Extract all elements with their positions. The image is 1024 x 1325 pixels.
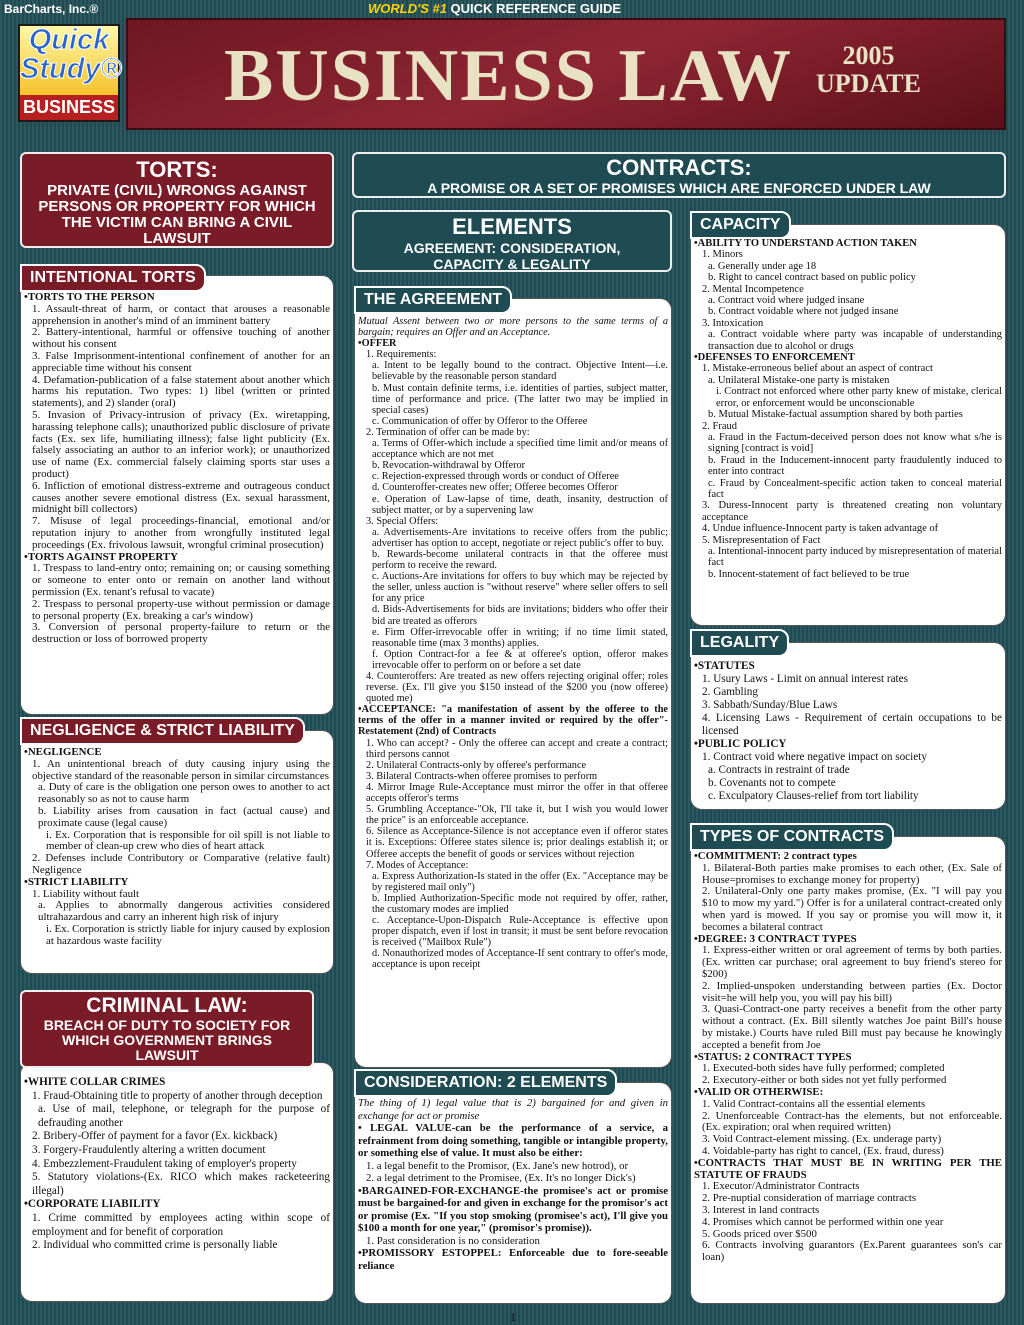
- agreement-line: b. Revocation-withdrawal by Offeror: [372, 460, 526, 472]
- agreement-line: d. Bids-Advertisements for bids are invitations; bidders who offer their bid are treated as offerors: [372, 604, 668, 627]
- logo-badge: BUSINESS: [20, 95, 118, 120]
- intentional-torts-text: [24, 292, 330, 712]
- legality-line: b. Covenants not to compete: [708, 777, 836, 789]
- page-number: 1: [510, 1310, 516, 1324]
- agreement-line: d. Nonauthorized modes of Acceptance-If sent contrary to offer's mode, acceptance is upon receipt: [372, 948, 668, 971]
- capacity-line: b. Fraud in the Inducement-innocent party fraudulently induced to enter into contract: [708, 454, 1002, 478]
- agreement-line: c. Auctions-Are invitations for offers to buy which may be rejected by the seller, unless auction is "without reserve" where seller offers to sell for any price: [372, 571, 668, 605]
- consideration-line: 1. Past consideration is no consideration: [366, 1234, 540, 1247]
- types-line: 2. Executory-either or both sides not yet fully performed: [702, 1074, 947, 1087]
- types-line: 3. Interest in land contracts: [702, 1203, 820, 1216]
- page-title: BUSINESS LAW: [224, 35, 793, 117]
- contracts-header: [352, 152, 1006, 198]
- capacity-tab: CAPACITY: [690, 211, 791, 239]
- update-word: UPDATE: [816, 69, 921, 98]
- intentional-torts-tab: INTENTIONAL TORTS: [20, 264, 206, 292]
- consideration-line: • LEGAL VALUE-can be the performance of a service, a refrainment from doing something, tangible or intangible property, or something else of value. It must also be either:: [358, 1122, 668, 1159]
- capacity-line: 2. Mental Incompetence: [702, 283, 804, 295]
- legality-line: 4. Licensing Laws - Requirement of certain occupations to be licensed: [702, 712, 1002, 737]
- types-line: 2. Unenforceable Contract-has the elements, but not enforceable. (Ex. expiration; oral when required written): [702, 1109, 1002, 1134]
- intentional-line: 2. Battery-intentional, harmful or offensive touching of another without his consent: [32, 326, 330, 351]
- types-line: 1. Valid Contract-contains all the essential elements: [702, 1097, 926, 1110]
- negligence-line: a. Applies to abnormally dangerous activities considered ultrahazardous and carry an inherent high risk of injury: [38, 899, 330, 924]
- types-line: 5. Goods priced over $500: [702, 1227, 817, 1240]
- agreement-line: a. Express Authorization-Is stated in the offer (Ex. "Acceptance may be by registered mail only"): [372, 870, 668, 893]
- capacity-line: i. Contract not enforced where other party knew of mistake, clerical error, or enforcement would be unconscionable: [716, 386, 1002, 409]
- types-line: 2. Unilateral-Only one party makes promise, (Ex. "I will pay you $10 to mow my yard.") Offer is for a unilateral contract-created only when yard is mowed. If you say or promise you will mow it, it becomes a bilateral contract: [702, 885, 1002, 933]
- types-line: 1. Express-either written or oral agreement of terms by both parties. (Ex. written car purchase; oral agreement to buy friend's stereo for $200): [702, 944, 1002, 980]
- negligence-line: i. Ex. Corporation is strictly liable for injury caused by explosion at hazardous waste facility: [46, 922, 330, 947]
- legality-line: •STATUTES: [694, 660, 755, 672]
- agreement-line: d. Counteroffer-creates new offer; Offeree becomes Offeror: [372, 482, 618, 494]
- capacity-line: b. Right to cancel contract based on public policy: [708, 272, 916, 284]
- consideration-line: •BARGAINED-FOR-EXCHANGE-the promisee's act or promise must be bargained-for and given in exchange for the promisor's act or promise (Ex. "If you stop smoking (promisee's act), I'll give you $100 a month for one year," (promisor's promise)).: [358, 1184, 668, 1234]
- types-line: 3. Quasi-Contract-one party receives a benefit from the other party without a contract. (Ex. Bill silently watches Joe paint Bill's house by mistake.) Courts have ruled Bill must pay because he knowingly accepted a benefit from Joe: [702, 1003, 1002, 1051]
- agreement-line: 4. Mirror Image Rule-Acceptance must mirror the offer in that offeree accepts offeror's terms: [366, 781, 668, 805]
- intentional-line: 1. Assault-threat of harm, or contact that arouses a reasonable apprehension in another's mind of an imminent battery: [32, 302, 330, 327]
- types-line: 3. Void Contract-element missing. (Ex. underage party): [702, 1133, 942, 1146]
- legality-line: c. Exculpatory Clauses-relief from tort liability: [708, 790, 919, 802]
- intentional-line: 1. Trespass to land-entry onto; remaining on; or causing something or someone to enter onto or remain on another land without permission (Ex. tenant's refusal to vacate): [32, 562, 330, 598]
- consideration-line: 2. a legal detriment to the Promisee, (Ex. It's no longer Dick's): [366, 1172, 636, 1184]
- types-line: •COMMITMENT: 2 contract types: [694, 850, 857, 862]
- agreement-line: b. Rewards-become unilateral contracts in that the offeree must perform to receive the reward.: [372, 548, 668, 572]
- negligence-text: [24, 747, 330, 972]
- criminal-line: 2. Individual who committed crime is personally liable: [32, 1239, 278, 1252]
- intentional-line: 3. Conversion of personal property-failure to return or the destruction or loss of borrowed property: [32, 621, 330, 646]
- negligence-line: a. Duty of care is the obligation one person owes to another to act reasonably so as not to cause harm: [38, 781, 330, 806]
- capacity-line: 3. Intoxication: [702, 317, 764, 329]
- contracts-title: CONTRACTS:: [606, 155, 752, 180]
- capacity-line: 5. Misrepresentation of Fact: [702, 534, 821, 546]
- agreement-line: a. Intent to be legally bound to the contract. Objective Intent—i.e. believable by the reasonable person standard: [372, 360, 668, 383]
- capacity-line: a. Contract voidable where party was incapable of understanding transaction due to alcohol or drugs: [708, 329, 1002, 352]
- legality-line: 1. Contract void where negative impact on society: [702, 751, 927, 763]
- agreement-line: f. Option Contract-for a fee & at offeree's option, offeror makes irrevocable offer to perform on or before a set date: [372, 648, 668, 671]
- capacity-line: 1. Minors: [702, 249, 743, 261]
- capacity-line: a. Fraud in the Factum-deceived person does not know what s/he is signing [contract is void]: [708, 431, 1002, 455]
- legality-line: a. Contracts in restraint of trade: [708, 764, 850, 776]
- legality-line: •PUBLIC POLICY: [694, 738, 787, 750]
- consideration-tab: CONSIDERATION: 2 ELEMENTS: [354, 1069, 617, 1097]
- capacity-line: b. Contract voidable where not judged insane: [708, 306, 899, 318]
- criminal-law-text: [24, 1076, 330, 1300]
- criminal-line: a. Use of mail, telephone, or telegraph for the purpose of defrauding another: [38, 1103, 330, 1129]
- capacity-line: a. Unilateral Mistake-one party is mistaken: [708, 374, 890, 386]
- types-line: 6. Contracts involving guarantors (Ex.Parent guarantees son's car loan): [702, 1239, 1002, 1264]
- criminal-line: 5. Statutory violations-(Ex. RICO which makes racketeering illegal): [32, 1171, 330, 1197]
- criminal-law-header: [20, 990, 314, 1068]
- capacity-line: a. Contract void where judged insane: [708, 295, 865, 307]
- agreement-tab: THE AGREEMENT: [354, 286, 512, 314]
- capacity-line: 1. Mistake-erroneous belief about an aspect of contract: [702, 363, 933, 375]
- agreement-line: 2. Termination of offer can be made by:: [366, 426, 530, 438]
- capacity-text: [694, 238, 1002, 623]
- types-line: 4. Promises which cannot be performed within one year: [702, 1215, 944, 1228]
- agreement-line: 6. Silence as Acceptance-Silence is not acceptance even if offeror states it is. Exceptions: Offeree states silence is; prior dealings establish it; or Offeree accepts the benefit of goods or services without rejection: [366, 826, 668, 860]
- agreement-line: 1. Who can accept? - Only the offeree can accept and create a contract; third persons cannot: [366, 737, 668, 760]
- agreement-line: 7. Modes of Acceptance:: [366, 859, 469, 871]
- types-line: 1. Executed-both sides have fully performed; completed: [702, 1062, 945, 1075]
- legality-line: 1. Usury Laws - Limit on annual interest rates: [702, 673, 908, 685]
- intentional-line: 6. Infliction of emotional distress-extreme and outrageous conduct causes another severe emotional distress (Ex. sexual harassment, midnight bill collectors): [32, 479, 330, 516]
- consideration-text: [358, 1097, 668, 1302]
- legality-line: 2. Gambling: [702, 686, 758, 698]
- agreement-line: 3. Special Offers:: [366, 515, 439, 527]
- agreement-line: c. Acceptance-Upon-Dispatch Rule-Acceptance is effective upon proper dispatch, even if lost in transit; it must be sent before revocation is received ("Mailbox Rule"): [372, 915, 668, 949]
- capacity-line: •DEFENSES TO ENFORCEMENT: [694, 352, 855, 364]
- capacity-line: 2. Fraud: [702, 420, 737, 432]
- agreement-line: a. Terms of Offer-which include a specified time limit and/or means of acceptance which are not met: [372, 438, 668, 461]
- elements-header: [352, 210, 672, 272]
- capacity-line: a. Intentional-innocent party induced by misrepresentation of material fact: [708, 545, 1002, 569]
- criminal-line: •CORPORATE LIABILITY: [24, 1198, 161, 1211]
- quickstudy-logo: [18, 24, 120, 122]
- agreement-line: 3. Bilateral Contracts-when offeree promises to perform: [366, 770, 598, 782]
- criminal-line: 2. Bribery-Offer of payment for a favor (Ex. kickback): [32, 1130, 278, 1143]
- intentional-line: 3. False Imprisonment-intentional confinement of another for an appreciable time without his consent: [32, 349, 330, 374]
- elements-title: ELEMENTS: [452, 214, 572, 239]
- criminal-line: 4. Embezzlement-Fraudulent taking of employer's property: [32, 1157, 297, 1170]
- consideration-line: •PROMISSORY ESTOPPEL: Enforceable due to fore-seeable reliance: [358, 1247, 668, 1272]
- intentional-line: •TORTS AGAINST PROPERTY: [24, 550, 178, 563]
- update-year: 2005: [842, 41, 895, 70]
- intentional-line: 2. Trespass to personal property-use without permission or damage to personal property (Ex. breaking a car's window): [32, 597, 330, 622]
- agreement-line: e. Firm Offer-irrevocable offer in writing; if no time limit stated, reasonable time (max 3 months) applies.: [372, 626, 668, 649]
- tagline-emphasis: WORLD'S #1: [368, 1, 447, 16]
- agreement-line: a. Advertisements-Are invitations to receive offers from the public; advertiser has option to accept, negotiate or reject public's offer to buy.: [372, 526, 668, 549]
- negligence-line: •NEGLIGENCE: [24, 746, 102, 758]
- types-line: 1. Executor/Administrator Contracts: [702, 1180, 860, 1193]
- agreement-line: c. Rejection-expressed through words or conduct of Offeree: [372, 471, 619, 483]
- agreement-line: b. Must contain definite terms, i.e. identities of parties, subject matter, time of performance and price. (The latter two may be implied in special cases): [372, 382, 668, 416]
- negligence-line: 1. An unintentional breach of duty causing injury using the objective standard of the reasonable person in similar circumstances: [32, 757, 330, 782]
- torts-header: [20, 152, 334, 248]
- elements-subtitle: AGREEMENT: CONSIDERATION, CAPACITY & LEGALITY: [403, 240, 621, 272]
- intentional-line: 5. Invasion of Privacy-intrusion of privacy (Ex. wiretapping, harassing telephone calls); unauthorized public disclosure of private facts (Ex. sex life, humiliating illness); false light publicity (Ex. falsely associating an author to an inferior work); or unauthorized use of name (Ex. commercial falsely claiming sports star uses a product): [32, 408, 330, 480]
- types-line: •STATUS: 2 CONTRACT TYPES: [694, 1050, 852, 1063]
- agreement-line: 4. Counteroffers: Are treated as new offers rejecting original offer; roles reverse. (Ex. I'll give you $150 instead of the $200 you (now offeree) quoted me): [366, 671, 668, 705]
- capacity-line: b. Innocent-statement of fact believed to be true: [708, 568, 910, 580]
- types-of-contracts-tab: TYPES OF CONTRACTS: [690, 823, 894, 851]
- intentional-line: 4. Defamation-publication of a false statement about another which harms his reputation. Two types: 1) libel (written or printed statements), and 2) slander (oral): [32, 373, 330, 410]
- torts-subtitle: PRIVATE (CIVIL) WRONGS AGAINST PERSONS OR PROPERTY FOR WHICH THE VICTIM CAN BRING A CIVIL LAWSUIT: [38, 182, 316, 247]
- negligence-line: b. Liability arises from causation in fact (actual cause) and proximate cause (legal cause): [38, 804, 330, 829]
- negligence-line: 1. Liability without fault: [32, 887, 140, 900]
- agreement-line: 1. Requirements:: [366, 349, 437, 361]
- torts-title: TORTS:: [136, 157, 218, 182]
- types-line: •DEGREE: 3 CONTRACT TYPES: [694, 932, 857, 945]
- capacity-line: a. Generally under age 18: [708, 260, 817, 272]
- contracts-subtitle: A PROMISE OR A SET OF PROMISES WHICH ARE ENFORCED UNDER LAW: [427, 180, 931, 196]
- legality-text: [694, 660, 1002, 808]
- logo-line-2: Study®: [20, 53, 122, 85]
- types-line: •CONTRACTS THAT MUST BE IN WRITING PER THE STATUTE OF FRAUDS: [694, 1156, 1002, 1181]
- types-line: 1. Bilateral-Both parties make promises to each other, (Ex. Sale of House=promises to exchange money for property): [702, 861, 1002, 886]
- negligence-line: i. Ex. Corporation that is responsible for oil spill is not liable to member of clean-up crew who dies of heart attack: [46, 828, 330, 853]
- negligence-line: 2. Defenses include Contributory or Comparative (relative fault) Negligence: [32, 852, 330, 876]
- agreement-line: •ACCEPTANCE: "a manifestation of assent by the offeree to the terms of the offer in a manner invited or required by the offer"-Restatement (2nd) of Contracts: [358, 704, 668, 738]
- capacity-line: 3. Duress-Innocent party is threatened creating non voluntary acceptance: [702, 500, 1002, 523]
- types-line: 2. Pre-nuptial consideration of marriage contracts: [702, 1192, 917, 1205]
- consideration-line: 1. a legal benefit to the Promisor, (Ex. Jane's new hotrod), or: [366, 1159, 629, 1172]
- tagline-text: QUICK REFERENCE GUIDE: [446, 1, 622, 16]
- legality-tab: LEGALITY: [690, 629, 789, 657]
- agreement-text: [358, 316, 668, 1066]
- agreement-line: b. Implied Authorization-Specific mode not required by offer, rather, the customary modes are implied: [372, 892, 668, 915]
- negligence-tab: NEGLIGENCE & STRICT LIABILITY: [20, 717, 305, 745]
- intentional-line: •TORTS TO THE PERSON: [24, 291, 155, 303]
- logo-line-1: Quick: [28, 24, 110, 56]
- agreement-line: c. Communication of offer by Offeror to the Offeree: [372, 415, 588, 427]
- criminal-line: 1. Crime committed by employees acting within scope of employment and for benefit of corporation: [32, 1211, 330, 1238]
- agreement-line: •OFFER: [358, 338, 397, 350]
- criminal-law-title: CRIMINAL LAW:: [86, 994, 248, 1017]
- title-banner: [126, 18, 1006, 130]
- capacity-line: 4. Undue influence-Innocent party is taken advantage of: [702, 523, 939, 535]
- types-line: •VALID OR OTHERWISE:: [694, 1085, 824, 1098]
- negligence-line: •STRICT LIABILITY: [24, 875, 129, 888]
- criminal-line: 1. Fraud-Obtaining title to property of another through deception: [32, 1089, 323, 1102]
- criminal-law-subtitle: BREACH OF DUTY TO SOCIETY FOR WHICH GOVERNMENT BRINGS LAWSUIT: [43, 1017, 291, 1063]
- capacity-line: •ABILITY TO UNDERSTAND ACTION TAKEN: [694, 238, 917, 249]
- publisher-name: BarCharts, Inc.®: [4, 2, 99, 16]
- capacity-line: c. Fraud by Concealment-specific action taken to conceal material fact: [708, 477, 1002, 500]
- agreement-line: Mutual Assent between two or more persons to the same terms of a bargain; requires an Offer and an Acceptance.: [358, 316, 668, 339]
- capacity-line: b. Mutual Mistake-factual assumption shared by both parties: [708, 409, 963, 421]
- agreement-line: 5. Grumbling Acceptance-"Ok, I'll take it, but I wish you would lower the price" is an enforceable acceptance.: [366, 804, 668, 827]
- tagline: [368, 1, 621, 16]
- consideration-line: The thing of 1) legal value that is 2) bargained for and given in exchange for act or promise: [358, 1097, 668, 1122]
- types-line: 2. Implied-unspoken understanding between parties (Ex. Doctor visit=he will help you, you will pay his bill): [702, 979, 1002, 1004]
- types-of-contracts-text: [694, 851, 1002, 1302]
- update-label: [816, 42, 921, 98]
- types-line: 4. Voidable-party has right to cancel, (Ex. fraud, duress): [702, 1144, 944, 1157]
- agreement-line: e. Operation of Law-lapse of time, death, insanity, destruction of subject matter, or by a supervening law: [372, 493, 668, 516]
- legality-line: 3. Sabbath/Sunday/Blue Laws: [702, 699, 838, 711]
- criminal-line: •WHITE COLLAR CRIMES: [24, 1076, 166, 1088]
- intentional-line: 7. Misuse of legal proceedings-financial, emotional and/or reputation injury to another from wrongfully instituted legal proceedings (Ex. frivolous lawsuit, wrongful criminal prosecution): [32, 515, 330, 551]
- agreement-line: 2. Unilateral Contracts-only by offeree's performance: [366, 759, 587, 771]
- criminal-line: 3. Forgery-Fraudulently altering a written document: [32, 1143, 266, 1156]
